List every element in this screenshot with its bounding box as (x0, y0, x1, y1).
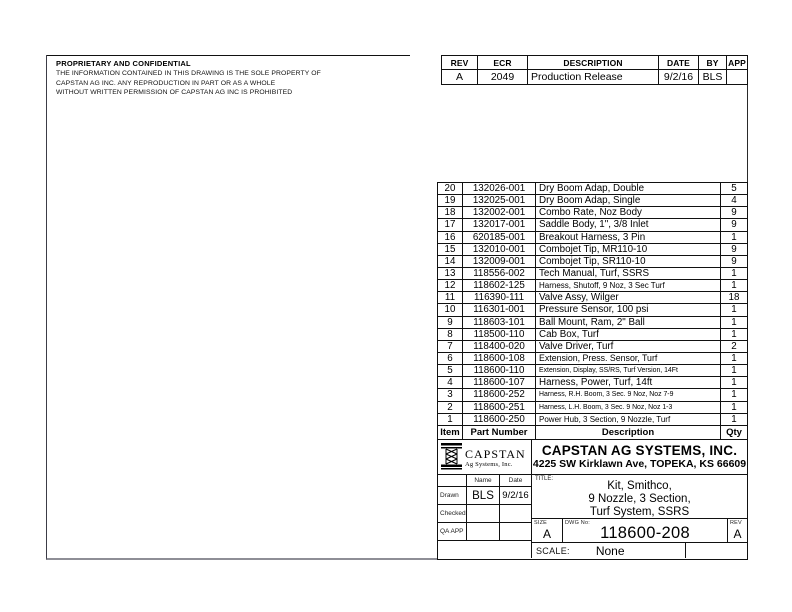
proprietary-title: PROPRIETARY AND CONFIDENTIAL (56, 59, 191, 68)
bom-part-number: 116390-111 (463, 292, 536, 304)
rev-col-header: REV (442, 56, 478, 70)
revision-by: BLS (699, 70, 727, 84)
table-row (438, 402, 747, 414)
table-row (438, 219, 747, 231)
company-name: CAPSTAN AG SYSTEMS, INC. (541, 443, 738, 458)
table-row (438, 365, 747, 377)
table-row (438, 414, 747, 426)
revision-app (727, 70, 747, 84)
bom-part-number: 118600-107 (463, 377, 536, 389)
bom-item: 15 (438, 244, 463, 256)
bom-item: 8 (438, 329, 463, 341)
company-logo (438, 440, 532, 475)
logo-name: CAPSTAN (465, 447, 526, 461)
drawn-date: 9/2/16 (500, 487, 531, 505)
bom-description: Extension, Display, SS/RS, Turf Version, 14Ft (536, 365, 721, 377)
bom-item: 2 (438, 402, 463, 414)
bom-part-number: 132009-001 (463, 256, 536, 268)
rev-cell (728, 519, 747, 543)
proprietary-line: THE INFORMATION CONTAINED IN THIS DRAWING IS THE SOLE PROPERTY OF (56, 70, 321, 77)
company-info (532, 440, 747, 475)
bom-header-row (438, 426, 747, 440)
size-value: A (542, 527, 551, 541)
revision-header-row (442, 56, 747, 70)
qa-app-label: QA APP (438, 523, 467, 541)
description-col-header: Description (536, 426, 721, 440)
bom-description: Cab Box, Turf (536, 329, 721, 341)
bom-part-number: 118600-110 (463, 365, 536, 377)
title-line: Turf System, SSRS (589, 506, 690, 518)
size-cell (532, 519, 563, 543)
ecr-col-header: ECR (478, 56, 528, 70)
qa-app-date (500, 523, 531, 541)
bom-description: Combojet Tip, SR110-10 (536, 256, 721, 268)
rev-label: REV (730, 520, 742, 526)
checked-name (467, 505, 500, 523)
bom-description: Valve Assy, Wilger (536, 292, 721, 304)
title-line: 9 Nozzle, 3 Section, (588, 493, 691, 505)
bom-qty: 9 (721, 207, 747, 219)
bom-part-number: 118500-110 (463, 329, 536, 341)
bom-qty: 9 (721, 256, 747, 268)
bom-part-number: 132025-001 (463, 195, 536, 207)
bom-qty: 4 (721, 195, 747, 207)
table-row (438, 244, 747, 256)
bom-qty: 1 (721, 353, 747, 365)
proprietary-notice (47, 55, 410, 98)
table-row (438, 317, 747, 329)
table-row (438, 268, 747, 280)
table-row (438, 232, 747, 244)
bom-description: Tech Manual, Turf, SSRS (536, 268, 721, 280)
bom-item: 7 (438, 341, 463, 353)
date-col-header: DATE (659, 56, 699, 70)
bom-part-number: 116301-001 (463, 304, 536, 316)
description-col-header: DESCRIPTION (528, 56, 659, 70)
bom-part-number: 118600-108 (463, 353, 536, 365)
bom-item: 16 (438, 232, 463, 244)
bom-description: Combo Rate, Noz Body (536, 207, 721, 219)
company-address: 4225 SW Kirklawn Ave, TOPEKA, KS 66609 (532, 458, 747, 470)
bom-part-number: 118400-020 (463, 341, 536, 353)
bom-part-number: 132002-001 (463, 207, 536, 219)
bom-qty: 1 (721, 317, 747, 329)
bom-item: 1 (438, 414, 463, 426)
drawn-label: Drawn (438, 487, 467, 505)
bom-description: Extension, Press. Sensor, Turf (536, 353, 721, 365)
bom-description: Saddle Body, 1", 3/8 Inlet (536, 219, 721, 231)
table-row (438, 389, 747, 401)
bom-rows (438, 183, 747, 426)
checked-label: Checked (438, 505, 467, 523)
table-row (438, 195, 747, 207)
bom-qty: 1 (721, 304, 747, 316)
bom-description: Valve Driver, Turf (536, 341, 721, 353)
scale-value: None (595, 543, 625, 558)
bom-item: 14 (438, 256, 463, 268)
drawing-title-cell (532, 475, 747, 519)
bom-part-number: 132017-001 (463, 219, 536, 231)
approvals-corner (438, 475, 467, 487)
scale-label: SCALE: (536, 545, 570, 556)
table-row (438, 183, 747, 195)
bom-table (437, 182, 748, 441)
bom-description: Pressure Sensor, 100 psi (536, 304, 721, 316)
bom-item: 13 (438, 268, 463, 280)
bom-description: Dry Boom Adap, Double (536, 183, 721, 195)
title-label: TITLE: (535, 476, 554, 482)
bom-description: Combojet Tip, MR110-10 (536, 244, 721, 256)
bom-item: 4 (438, 377, 463, 389)
table-row (438, 341, 747, 353)
dwg-no-label: DWG No: (565, 520, 590, 526)
revision-date: 9/2/16 (659, 70, 699, 84)
bom-item: 19 (438, 195, 463, 207)
bom-item: 3 (438, 389, 463, 401)
bom-item: 10 (438, 304, 463, 316)
table-row (438, 292, 747, 304)
bom-item: 9 (438, 317, 463, 329)
bom-part-number: 132026-001 (463, 183, 536, 195)
bom-item: 17 (438, 219, 463, 231)
table-row (438, 280, 747, 292)
drawing-title (532, 480, 747, 519)
rev-value: A (442, 70, 478, 84)
bom-part-number: 118602-125 (463, 280, 536, 292)
logo-subtitle: Ag Systems, Inc. (465, 461, 513, 468)
table-row (438, 329, 747, 341)
capstan-logo-icon (441, 442, 463, 475)
rev-value: A (733, 527, 742, 541)
table-row (438, 207, 747, 219)
proprietary-line: CAPSTAN AG INC. ANY REPRODUCTION IN PART OR AS A WHOLE (56, 79, 276, 87)
bom-part-number: 118600-250 (463, 414, 536, 426)
bom-qty: 1 (721, 365, 747, 377)
table-row (438, 256, 747, 268)
revision-description: Production Release (528, 70, 659, 84)
app-col-header: APP (727, 56, 747, 70)
bom-description: Ball Mount, Ram, 2" Ball (536, 317, 721, 329)
size-label: SIZE (534, 520, 548, 526)
scale-empty-cell (686, 543, 747, 558)
date-col-header: Date (500, 475, 531, 487)
title-line: Kit, Smithco, (607, 480, 672, 492)
bom-part-number: 118600-252 (463, 389, 536, 401)
dwg-number-cell (563, 519, 728, 543)
bom-qty: 1 (721, 414, 747, 426)
bom-description: Harness, L.H. Boom, 3 Sec. 9 Noz, Noz 1-3 (536, 402, 721, 414)
bom-qty: 1 (721, 232, 747, 244)
part-number-col-header: Part Number (463, 426, 536, 440)
bom-item: 5 (438, 365, 463, 377)
table-row (438, 304, 747, 316)
bom-description: Harness, Power, Turf, 14ft (536, 377, 721, 389)
name-col-header: Name (467, 475, 500, 487)
bom-qty: 5 (721, 183, 747, 195)
bom-part-number: 118556-002 (463, 268, 536, 280)
bom-item: 6 (438, 353, 463, 365)
bom-description: Dry Boom Adap, Single (536, 195, 721, 207)
proprietary-line: WITHOUT WRITTEN PERMISSION OF CAPSTAN AG INC IS PROHIBITED (56, 89, 293, 96)
bom-part-number: 118603-101 (463, 317, 536, 329)
bom-qty: 1 (721, 280, 747, 292)
bom-qty: 1 (721, 377, 747, 389)
checked-date (500, 505, 531, 523)
bom-description: Breakout Harness, 3 Pin (536, 232, 721, 244)
drawn-name: BLS (467, 487, 500, 505)
bom-qty: 1 (721, 402, 747, 414)
item-col-header: Item (438, 426, 463, 440)
bom-qty: 2 (721, 341, 747, 353)
qa-app-name (467, 523, 500, 541)
title-block (437, 439, 748, 560)
bom-description: Harness, Shutoff, 9 Noz, 3 Sec Turf (536, 280, 721, 292)
qty-col-header: Qty (726, 427, 742, 439)
dwg-number: 118600-208 (600, 524, 690, 542)
bom-qty: 18 (721, 292, 747, 304)
approvals-grid (438, 475, 532, 558)
bom-description: Harness, R.H. Boom, 3 Sec. 9 Noz, Noz 7-9 (536, 389, 721, 401)
bom-part-number: 620185-001 (463, 232, 536, 244)
bom-item: 18 (438, 207, 463, 219)
scale-cell (532, 543, 686, 558)
bom-qty: 1 (721, 268, 747, 280)
bom-qty: 9 (721, 219, 747, 231)
bom-item: 20 (438, 183, 463, 195)
bom-qty: 1 (721, 329, 747, 341)
revision-table (441, 55, 748, 85)
bom-item: 12 (438, 280, 463, 292)
bom-qty: 9 (721, 244, 747, 256)
bom-item: 11 (438, 292, 463, 304)
by-col-header: BY (699, 56, 727, 70)
table-row (438, 377, 747, 389)
table-row (438, 353, 747, 365)
bom-part-number: 132010-001 (463, 244, 536, 256)
bom-part-number: 118600-251 (463, 402, 536, 414)
bom-qty: 1 (721, 389, 747, 401)
ecr-value: 2049 (478, 70, 528, 84)
bom-description: Power Hub, 3 Section, 9 Nozzle, Turf (536, 414, 721, 426)
revision-row (442, 70, 747, 84)
